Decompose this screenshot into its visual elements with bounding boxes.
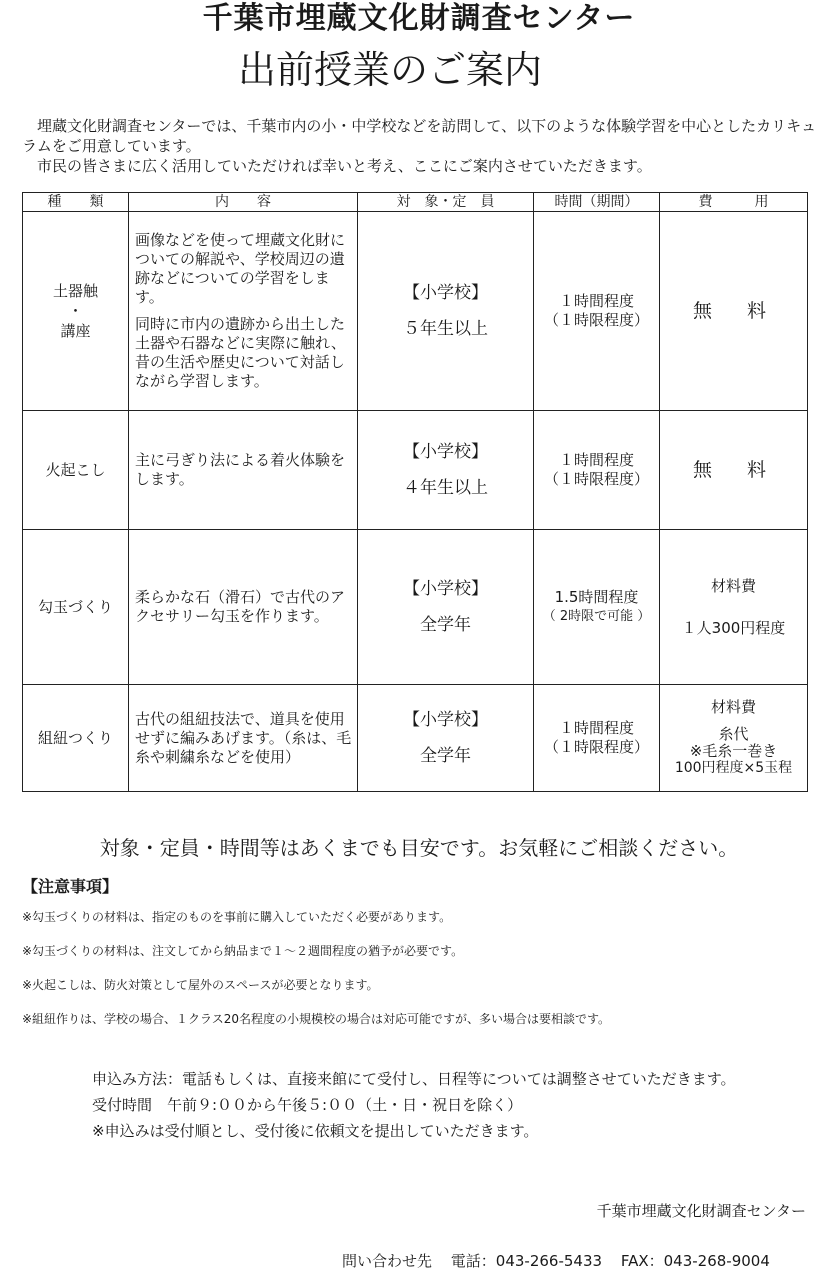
fee-cell	[660, 685, 808, 792]
fee-text: 糸代	[718, 725, 749, 743]
kind-text: 勾玉づくり	[37, 598, 113, 616]
fee-cell	[660, 212, 808, 411]
kind-cell	[23, 530, 129, 685]
kind-cell	[23, 212, 129, 411]
phone-number: 電話：043-266-5433	[450, 1252, 603, 1270]
time-period: （１時限程度）	[543, 470, 649, 488]
target-cell	[358, 411, 534, 530]
guideline-notice: 対象・定員・時間等はあくまでも目安です。お気軽にご相談ください。	[99, 836, 739, 860]
header-time: 時間（期間）	[534, 193, 660, 212]
contact-info	[342, 1250, 770, 1271]
kind-cell	[23, 685, 129, 792]
kind-text: 講座	[60, 322, 91, 340]
intro-line-2: 市民の皆さまに広く活用していただければ幸いと考え、ここにご案内させていただきます。	[22, 157, 652, 175]
content-cell	[129, 530, 358, 685]
caution-item: ※勾玉づくりの材料は、指定のものを事前に購入していただく必要があります。	[22, 910, 452, 924]
target-grade: 全学年	[420, 746, 471, 766]
header-content: 内 容	[129, 193, 358, 212]
application-info	[92, 1066, 822, 1144]
fee-text: １人300円程度	[681, 619, 786, 637]
fee-cell	[660, 530, 808, 685]
target-cell	[358, 212, 534, 411]
center-name-title: 千葉市埋蔵文化財調査センター	[202, 1, 636, 36]
kind-text: 火起こし	[45, 461, 106, 479]
fee-text: 無 料	[692, 300, 774, 322]
contact-label: 問い合わせ先	[342, 1252, 433, 1270]
target-cell	[358, 530, 534, 685]
content-cell	[129, 685, 358, 792]
header-target: 対 象・定 員	[358, 193, 534, 212]
time-duration: １時間程度	[558, 292, 634, 310]
target-school: 【小学校】	[403, 442, 488, 462]
header-fee: 費 用	[660, 193, 808, 212]
target-grade: ４年生以上	[403, 478, 488, 498]
time-duration: 1.5時間程度	[554, 588, 639, 606]
fee-text: 材料費	[710, 577, 756, 595]
caution-item: ※火起こしは、防火対策として屋外のスペースが必要となります。	[22, 978, 379, 992]
content-text: 柔らかな石（滑石）で古代のアクセサリー勾玉を作ります。	[135, 588, 346, 625]
target-school: 【小学校】	[403, 283, 488, 303]
caution-list	[22, 908, 812, 1044]
target-grade: 全学年	[420, 615, 471, 635]
page-title: 出前授業のご案内	[237, 48, 542, 92]
table-row	[23, 685, 808, 792]
content-text: 古代の組紐技法で、道具を使用せずに編みあげます。（糸は、毛糸や刺繍糸などを使用）	[135, 709, 352, 766]
table-header-row	[23, 193, 808, 212]
time-period: （１時限程度）	[543, 311, 649, 329]
fee-text: 材料費	[710, 698, 756, 716]
kind-text: 組紐つくり	[37, 729, 113, 747]
caution-title: 【注意事項】	[22, 877, 119, 896]
table-row	[23, 411, 808, 530]
time-duration: １時間程度	[558, 719, 634, 737]
time-cell	[534, 212, 660, 411]
header-kind: 種 類	[23, 193, 129, 212]
target-school: 【小学校】	[403, 710, 488, 730]
intro-text	[22, 116, 822, 176]
reception-hours: 受付時間 午前９:００から午後５:００（土・日・祝日を除く）	[92, 1096, 523, 1114]
target-cell	[358, 685, 534, 792]
content-cell	[129, 212, 358, 411]
program-table	[22, 192, 808, 792]
fee-text: 100円程度×5玉程	[674, 760, 793, 776]
time-cell	[534, 411, 660, 530]
kind-text: 土器触	[52, 282, 98, 300]
organization-name: 千葉市埋蔵文化財調査センター	[596, 1202, 806, 1220]
fee-text: 無 料	[692, 459, 774, 481]
fee-text: ※毛糸一巻き	[689, 742, 778, 760]
time-period: （１時限程度）	[543, 738, 649, 756]
time-cell	[534, 530, 660, 685]
fee-cell	[660, 411, 808, 530]
time-cell	[534, 685, 660, 792]
fax-number: FAX：043-268-9004	[620, 1252, 770, 1270]
kind-cell	[23, 411, 129, 530]
content-text: 主に弓ぎり法による着火体験をします。	[135, 451, 346, 488]
content-text: 同時に市内の遺跡から出土した土器や石器などに実際に触れ、昔の生活や歴史について対話しながら学習します。	[135, 315, 346, 390]
content-text: 画像などを使って埋蔵文化財についての解説や、学校周辺の遺跡などについての学習をします。	[135, 231, 346, 306]
time-duration: １時間程度	[558, 451, 634, 469]
caution-item: ※組紐作りは、学校の場合、１クラス20名程度の小規模校の場合は対応可能ですが、多い場合は要相談です。	[22, 1012, 611, 1026]
application-note: ※申込みは受付順とし、受付後に依頼文を提出していただきます。	[92, 1122, 539, 1140]
time-period: （ 2時限で可能 ）	[542, 609, 651, 624]
kind-text: ・	[67, 302, 83, 320]
application-method: 申込み方法：電話もしくは、直接来館にて受付し、日程等については調整させていただきます。	[92, 1070, 736, 1088]
table-row	[23, 530, 808, 685]
content-cell	[129, 411, 358, 530]
target-grade: ５年生以上	[403, 319, 488, 339]
caution-item: ※勾玉づくりの材料は、注文してから納品まで１～２週間程度の猶予が必要です。	[22, 944, 464, 958]
intro-line-1: 埋蔵文化財調査センターでは、千葉市内の小・中学校などを訪問して、以下のような体験学習を中心としたカリキュラムをご用意しています。	[22, 117, 817, 155]
table-row	[23, 212, 808, 411]
target-school: 【小学校】	[403, 579, 488, 599]
